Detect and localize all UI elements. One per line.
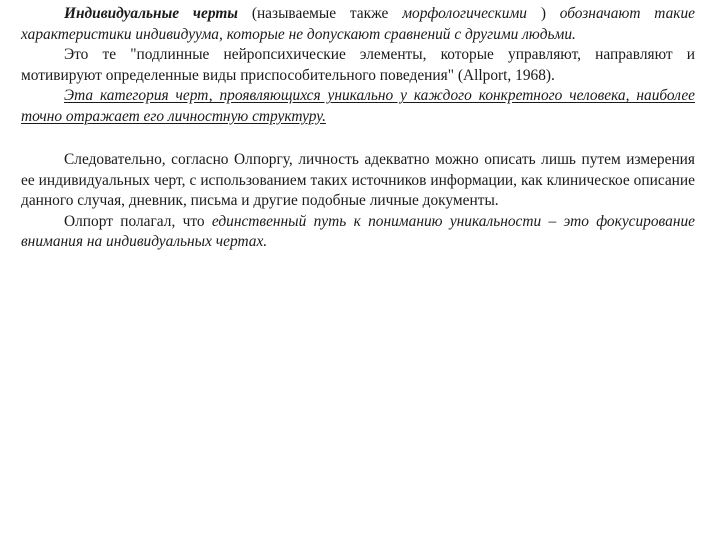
term-morphological: морфологическими	[402, 5, 527, 22]
p5-emphasis: единственный путь к пониманию уникальности – это фокусирование внимания на индивидуальных чертах.	[21, 212, 695, 250]
p1-definition: обозначают такие характеристики индивидуума, которые не допускают сравнений с другими людьми.	[21, 5, 695, 43]
paragraph-individual-traits	[21, 4, 695, 45]
p1-open: (называемые также	[237, 5, 403, 22]
paragraph-category: Эта категория черт, проявляющихся уникально у каждого конкретного человека, наиболее точно отражает его личностную структуру.	[21, 87, 695, 125]
paragraph-measurement: Следовательно, согласно Олпоргу, личность адекватно можно описать лишь путем измерения ее индивидуальных черт, с использованием таких источников информации, как клиническое описание данного случая, дневник, письма и другие подобные личные документы.	[21, 151, 695, 209]
document-page	[21, 4, 695, 253]
paragraph-conclusion	[21, 212, 695, 253]
p5-lead: Олпорт полагал, что	[64, 212, 212, 230]
term-individual-traits: Индивидуальные черты	[64, 5, 238, 22]
p1-close: )	[526, 5, 560, 22]
paragraph-allport-quote: Это те "подлинные нейропсихические элементы, которые управляют, направляют и мотивируют определенные виды приспособительного поведения" (Allport, 1968).	[21, 46, 695, 84]
paragraph-gap	[21, 127, 695, 150]
